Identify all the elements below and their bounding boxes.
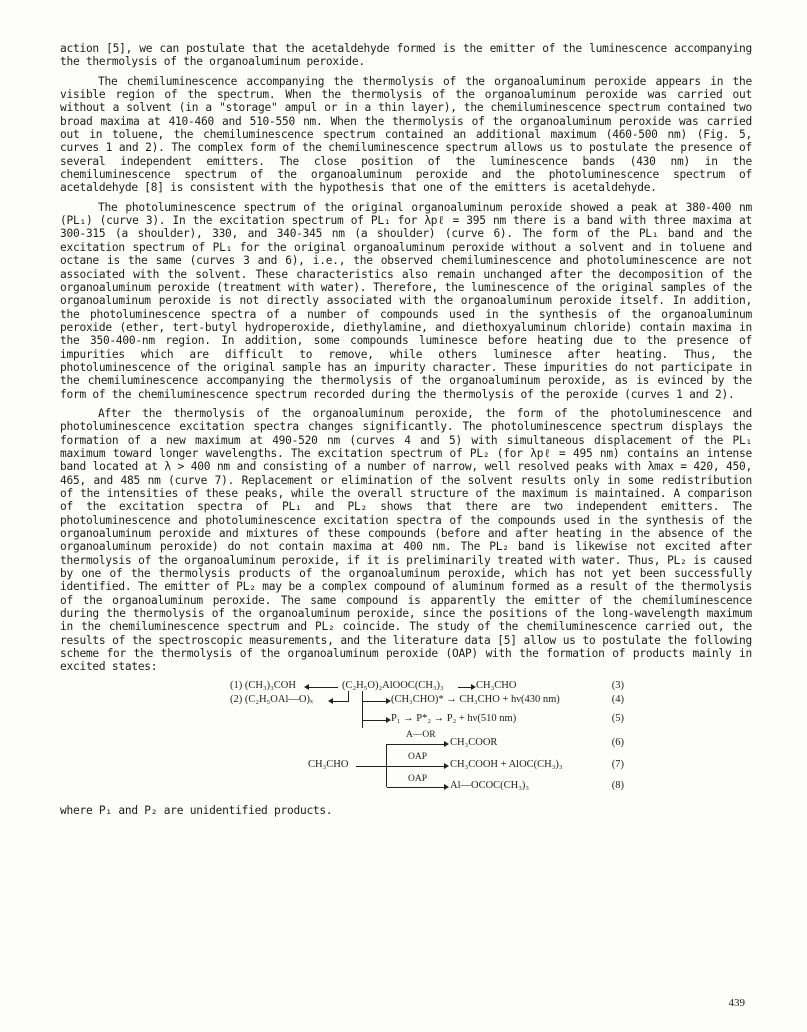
scheme-r6: CH₃COOR <box>450 736 498 748</box>
arrow-left-2 <box>332 701 348 702</box>
page-number: 439 <box>728 997 745 1009</box>
scheme-r8: Al—OCOC(CH₃)₃ <box>450 779 530 791</box>
eq-number-4: (4) <box>611 693 624 705</box>
label-a-or: A—OR <box>406 729 436 740</box>
arrow-right-1 <box>458 687 472 688</box>
closing-line: where P₁ and P₂ are unidentified products. <box>60 803 333 817</box>
eq-number-6: (6) <box>611 736 624 748</box>
label-oap-2: OAP <box>408 773 428 784</box>
eq-number-8: (8) <box>611 779 624 791</box>
arrow-right-3 <box>363 720 387 721</box>
paragraph-4: After the thermolysis of the organoaluminum peroxide, the form of the photoluminescence and photoluminescence excitation spectra changes significantly. The photoluminescence spectrum displays the formation of a new maximum at 490-520 nm (curves 4 and 5) with simultaneous displacement of the PL₁ maximum toward longer wavelengths. The excitation spectrum of PL₂ (for λpℓ = 495 nm) contains an intense band located at λ > 400 nm and consisting of a number of narrow, well resolved peaks with λmax = 420, 450, 465, and 485 nm (curve 7). Replacement or elimination of the solvent results only in some redistribution of the intensities of these peaks, while the overall structure of the maximum is maintained. A comparison of the excitation spectra of PL₁ and PL₂ shows that there are two independent emitters. The photoluminescence and photoluminescence excitation spectra of the compounds used in the synthesis of the organoaluminum peroxide and mixtures of these compounds (before and after heating in the absence of the organoaluminum peroxide) do not contain maxima at 400 nm. The PL₂ band is likewise not excited after thermolysis of the organoaluminum peroxide, if it is preliminarily treated with water. Thus, PL₂ is caused by one of the thermolysis products of the organoaluminum peroxide, which has not yet been successfully identified. The emitter of PL₂ may be a complex compound of aluminum formed as a result of the thermolysis of the organoaluminum peroxide. The same compound is apparently the emitter of the chemiluminescence during the thermolysis of the organoaluminum peroxide, since the positions of the long-wavelength maximum in the chemiluminescence spectrum and PL₂ coincide. The study of the chemiluminescence carried out, the results of the spectroscopic measurements, and the literature data [5] allow us to postulate the following scheme for the thermolysis of the organoaluminum peroxide (OAP) with the formation of products mainly in excited states: <box>60 406 752 674</box>
arrow-left-1 <box>308 687 338 688</box>
reaction-scheme <box>60 680 752 798</box>
arrow-right-8 <box>387 787 445 788</box>
page-body <box>60 42 752 817</box>
scheme-r7: CH₃COOH + AlOC(CH₃)₃ <box>450 758 563 770</box>
scheme-r5: P₁ → P*₂ → P₂ + hν(510 nm) <box>391 712 517 724</box>
eq-number-5: (5) <box>611 712 624 724</box>
scheme-r2-left: (2) (C₂H₅OAl—O)ₓ <box>230 693 313 705</box>
paragraph-1: action [5], we can postulate that the acetaldehyde formed is the emitter of the luminescence accompanying the thermolysis of the organoaluminum peroxide. <box>60 42 752 69</box>
scheme-acetaldehyde: CH₃CHO <box>308 758 349 770</box>
paragraph-2: The chemiluminescence accompanying the thermolysis of the organoaluminum peroxide appears in the visible region of the spectrum. When the thermolysis of the organoaluminum peroxide was carried out without a solvent (in a "storage" ampul or in a thin layer), the chemiluminescence spectrum contained two broad maxima at 410-460 and 510-550 nm. When the thermolysis of the organoaluminum peroxide was carried out in toluene, the chemiluminescence spectrum contained an additional maximum (460-500 nm) (Fig. 5, curves 1 and 2). The complex form of the chemiluminescence spectrum allows us to postulate the presence of several independent emitters. The close position of the luminescence bands (430 nm) in the chemiluminescence spectrum of the organoaluminum peroxide and the photoluminescence spectrum of acetaldehyde [8] is consistent with the hypothesis that one of the emitters is acetaldehyde. <box>60 74 752 195</box>
scheme-r1-right: CH₃CHO <box>476 679 517 691</box>
label-oap-1: OAP <box>408 751 428 762</box>
arrow-right-2 <box>363 701 387 702</box>
arrow-right-7 <box>387 766 445 767</box>
paragraph-3: The photoluminescence spectrum of the original organoaluminum peroxide showed a peak at 380-400 nm (PL₁) (curve 3). In the excitation spectrum of PL₁ for λpℓ = 395 nm there is a band with three maxima at 300-315 (a shoulder), 330, and 340-345 nm (a shoulder) (curve 6). The form of the PL₁ band and the excitation spectrum of PL₁ for the original organoaluminum peroxide without a solvent and in toluene and octane is the same (curves 3 and 6), i.e., the observed chemiluminescence and photoluminescence are not associated with the solvent. These characteristics also remain unchanged after the decomposition of the organoaluminum peroxide (treatment with water). Therefore, the luminescence of the original samples of the organoaluminum peroxide is not directly associated with the organoaluminum peroxide itself. In addition, the photoluminescence spectra of a number of compounds used in the synthesis of the organoaluminum peroxide (ether, tert-butyl hydroperoxide, diethylamine, and diethoxyaluminum chloride) contain maxima in the 350-400-nm region. In addition, some compounds luminesce before heating due to the presence of impurities which are difficult to remove, while others luminesce after heating. Thus, the photoluminescence of the original sample has an impurity character. These impurities do not participate in the chemiluminescence accompanying the thermolysis of the organoaluminum peroxide, as is evinced by the form of the chemiluminescence spectrum recorded during the thermolysis of the peroxide (curves 1 and 2). <box>60 200 752 401</box>
scheme-r1-left: (1) (CH₃)₃COH <box>230 679 296 691</box>
scheme-r1-center: (C₂H₅O)₂AlOOC(CH₃)₃ <box>342 679 444 691</box>
eq-number-7: (7) <box>611 758 624 770</box>
arrow-right-6 <box>387 744 445 745</box>
scheme-r4: (CH₃CHO)* → CH₃CHO + hν(430 nm) <box>391 693 560 705</box>
eq-number-3: (3) <box>611 679 624 691</box>
